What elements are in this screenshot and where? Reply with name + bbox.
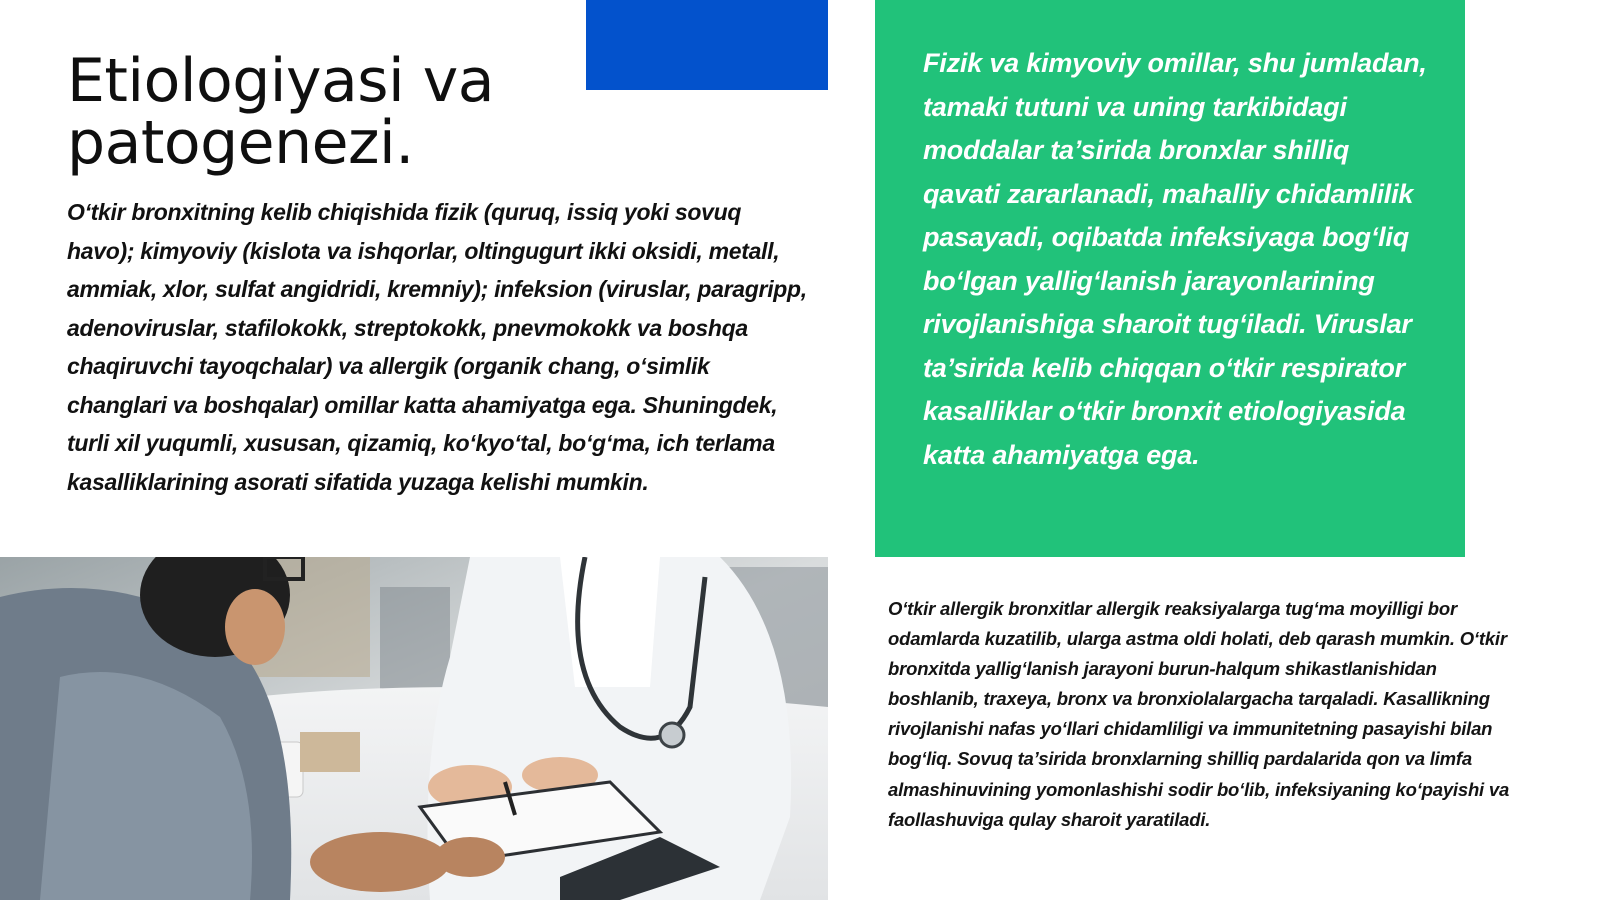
photo-illustration (0, 557, 828, 900)
intro-paragraph: O‘tkir bronxitning kelib chiqishida fizik (quruq, issiq yoki sovuq havo); kimyoviy (kislota va ishqorlar, oltingugurt ikki oksidi, metall, ammiak, xlor, sulfat angidridi, kremniy); infeksion (viruslar, paragripp, adenoviruslar, stafilokokk, streptokokk, pnevmokokk va boshqa chaqiruvchi tayoqchalar) va allergik (organik chang, o‘simlik changlari va boshqalar) omillar katta ahamiyatga ega. Shuningdek, turli xil yuqumli, xususan, qizamiq, ko‘kyo‘tal, bo‘g‘ma, ich terlama kasalliklarining asorati sifatida yuzaga kelishi mumkin. (67, 199, 807, 495)
slide-title: Etiologiyasi va patogenezi. (67, 46, 495, 178)
highlight-paragraph: Fizik va kimyoviy omillar, shu jumladan, tamaki tutuni va uning tarkibidagi moddalar ta’sirida bronxlar shilliq qavati zararlanadi, mahalliy chidamlilik pasayadi, oqibatda infeksiyaga bog‘liq bo‘lgan yallig‘lanish jarayonlarining rivojlanishiga sharoit tug‘iladi. Viruslar ta’sirida kelib chiqqan o‘tkir respirator kasalliklar o‘tkir bronxit etiologiyasida katta ahamiyatga ega. (923, 48, 1427, 470)
blue-accent-block (586, 0, 828, 90)
doctor-consultation-photo (0, 557, 828, 900)
note-paragraph: O‘tkir allergik bronxitlar allergik reaksiyalarga tug‘ma moyilligi bor odamlarda kuzatilib, ularga astma oldi holati, deb qarash mumkin. O‘tkir bronxitda yallig‘lanish jarayoni burun-halqum shikastlanishidan boshlanib, traxeya, bronx va bronxiolalargacha tarqaladi. Kasallikning rivojlanishi nafas yo‘llari chidamliligi va immunitetning pasayishi bilan bog‘liq. Sovuq ta’sirida bronxlarning shilliq pardalarida qon va limfa almashinuvining yomonlashishi sodir bo‘lib, infeksiyaning ko‘payishi va faollashuviga qulay sharoit yaratiladi. (888, 598, 1510, 830)
highlight-box (875, 0, 1465, 557)
